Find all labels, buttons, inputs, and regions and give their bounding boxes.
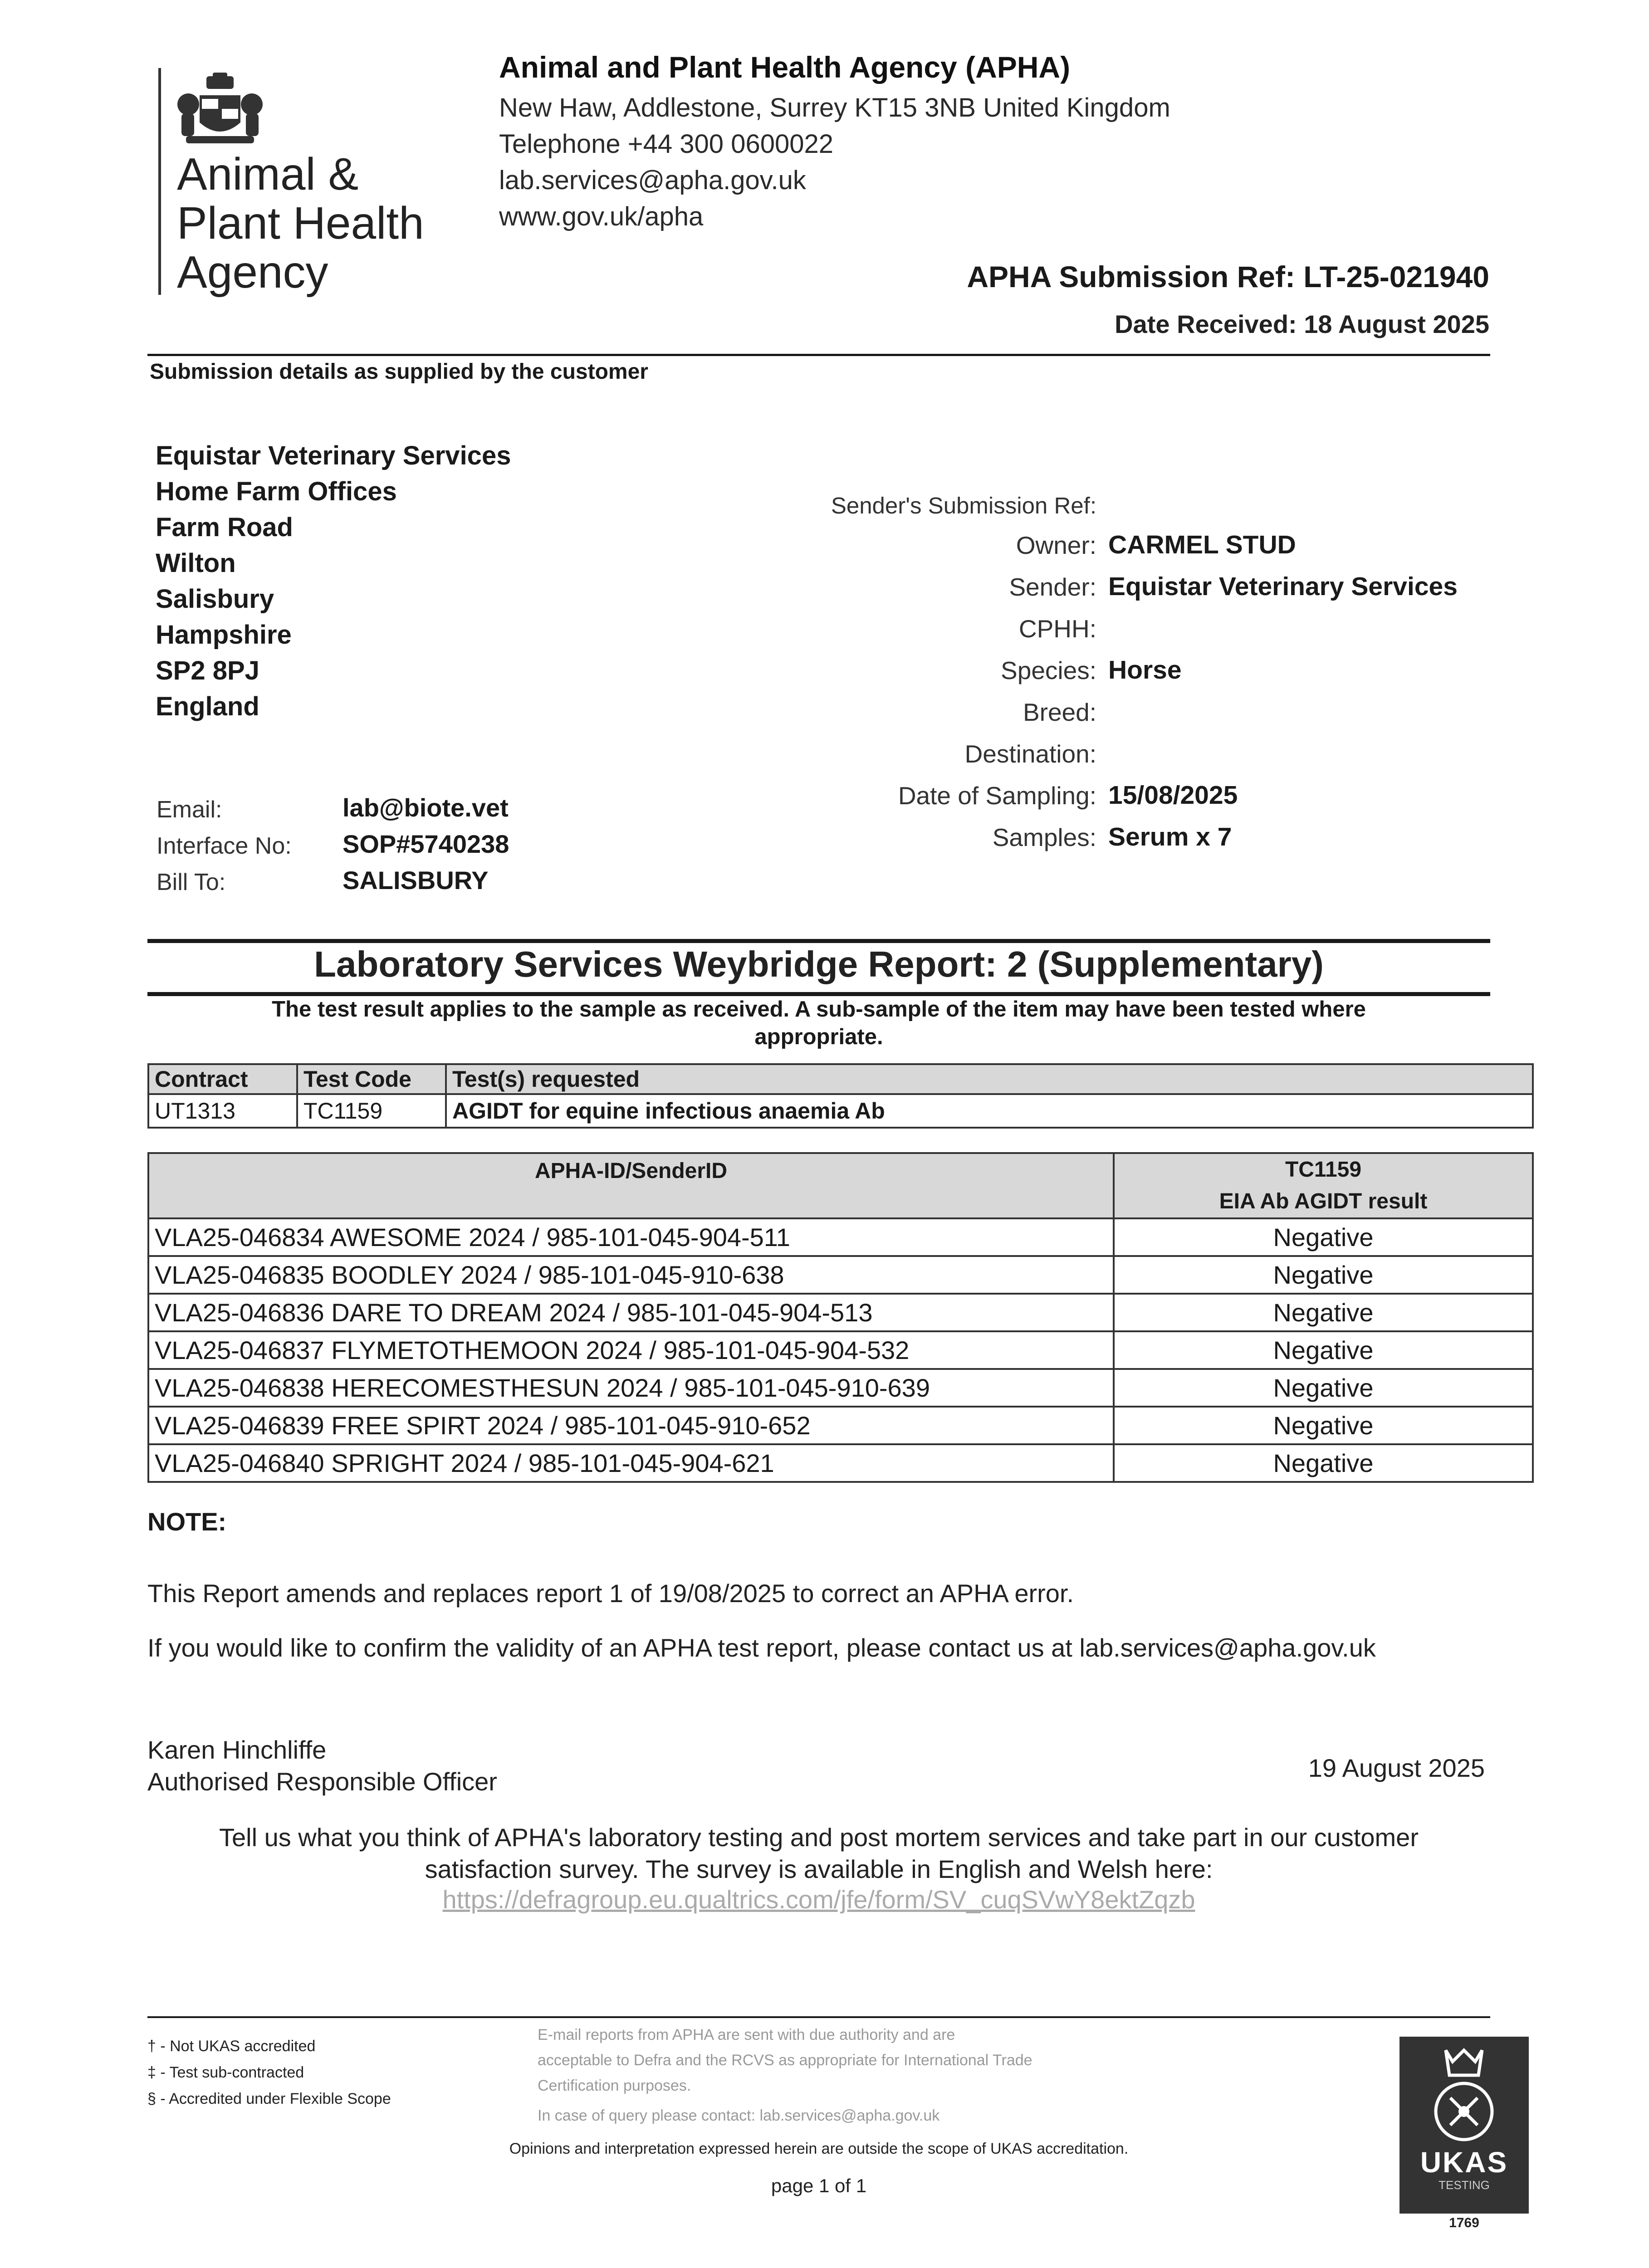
table-row (148, 1407, 1533, 1444)
logo-line-1: Animal & (177, 149, 359, 200)
amend-note: This Report amends and replaces report 1 of 19/08/2025 to correct an APHA error. (147, 1579, 1074, 1608)
address-line: Salisbury (156, 584, 274, 614)
address-line: Hampshire (156, 620, 292, 650)
address-line: SP2 8PJ (156, 656, 259, 685)
contract-cell: UT1313 (148, 1094, 297, 1128)
ukas-number: 1769 (1449, 2215, 1479, 2230)
sample-id-cell: VLA25-046834 AWESOME 2024 / 985-101-045-904-511 (148, 1218, 1114, 1256)
agency-email: lab.services@apha.gov.uk (499, 166, 806, 195)
owner-label: Owner: (1016, 531, 1096, 559)
agency-telephone: Telephone +44 300 0600022 (499, 129, 833, 159)
address-line: Equistar Veterinary Services (156, 441, 511, 470)
customer-address (156, 438, 511, 724)
results-table (147, 1152, 1534, 1483)
sample-id-cell: VLA25-046838 HERECOMESTHESUN 2024 / 985-101-045-910-639 (148, 1369, 1114, 1407)
email-value: lab@biote.vet (343, 793, 509, 822)
ukas-sub: TESTING (1439, 2178, 1490, 2192)
bill-to-label: Bill To: (157, 869, 226, 895)
result-label: EIA Ab AGIDT result (1219, 1189, 1428, 1213)
footer-rule (147, 2016, 1490, 2018)
result-cell: Negative (1114, 1256, 1533, 1294)
result-cell: Negative (1114, 1369, 1533, 1407)
agency-name: Animal and Plant Health Agency (APHA) (499, 50, 1071, 84)
email-note-line: E-mail reports from APHA are sent with due authority and are (538, 2026, 955, 2043)
note-heading: NOTE: (147, 1507, 227, 1536)
royal-crest-icon (175, 73, 265, 147)
result-cell: Negative (1114, 1331, 1533, 1369)
sender-label: Sender: (1009, 573, 1096, 601)
tests-requested-header: Test(s) requested (446, 1064, 1533, 1094)
validity-note: If you would like to confirm the validity of an APHA test report, please contact us at lab.services@apha.gov.uk (147, 1633, 1376, 1662)
contract-header-row (148, 1064, 1533, 1094)
agency-address: New Haw, Addlestone, Surrey KT15 3NB United Kingdom (499, 93, 1170, 122)
results-header-row (148, 1153, 1533, 1218)
address-line: England (156, 692, 259, 721)
footnote-not-accredited: † - Not UKAS accredited (147, 2038, 316, 2055)
table-row (148, 1294, 1533, 1331)
samples-value: Serum x 7 (1108, 822, 1232, 851)
survey-line-2: satisfaction survey. The survey is available in English and Welsh here: (425, 1855, 1213, 1883)
tests-requested-cell: AGIDT for equine infectious anaemia Ab (446, 1094, 1533, 1128)
sender-value: Equistar Veterinary Services (1108, 572, 1458, 601)
id-header: APHA-ID/SenderID (148, 1153, 1114, 1218)
report-top-rule (147, 939, 1490, 943)
test-code-header: Test Code (297, 1064, 446, 1094)
test-code-label: TC1159 (1285, 1158, 1362, 1182)
footnote-flexible-scope: § - Accredited under Flexible Scope (147, 2090, 391, 2107)
date-of-sampling-label: Date of Sampling: (898, 782, 1096, 810)
contract-row (148, 1094, 1533, 1128)
contract-header: Contract (148, 1064, 297, 1094)
disclaimer-line-1: The test result applies to the sample as received. A sub-sample of the item may have been tested where (272, 997, 1366, 1022)
cphh-label: CPHH: (1018, 615, 1096, 643)
email-note-line: In case of query please contact: lab.services@apha.gov.uk (538, 2107, 940, 2124)
report-bottom-rule (147, 992, 1490, 996)
result-cell: Negative (1114, 1444, 1533, 1482)
samples-label: Samples: (992, 823, 1096, 851)
disclaimer-line-2: appropriate. (754, 1025, 883, 1049)
header-rule (147, 354, 1490, 356)
sender-ref-label: Sender's Submission Ref: (831, 493, 1096, 518)
contract-table (147, 1063, 1534, 1129)
email-note-line: Certification purposes. (538, 2077, 691, 2094)
date-of-sampling-value: 15/08/2025 (1108, 781, 1238, 810)
ukas-crown-icon (1399, 2037, 1529, 2150)
sample-id-cell: VLA25-046837 FLYMETOTHEMOON 2024 / 985-101-045-904-532 (148, 1331, 1114, 1369)
species-label: Species: (1001, 656, 1096, 684)
table-row (148, 1218, 1533, 1256)
table-row (148, 1331, 1533, 1369)
sample-id-cell: VLA25-046836 DARE TO DREAM 2024 / 985-101-045-904-513 (148, 1294, 1114, 1331)
section-heading: Submission details as supplied by the customer (150, 360, 648, 384)
sample-id-cell: VLA25-046840 SPRIGHT 2024 / 985-101-045-904-621 (148, 1444, 1114, 1482)
breed-label: Breed: (1023, 698, 1096, 726)
signatory-name: Karen Hinchliffe (147, 1735, 327, 1764)
result-header (1114, 1153, 1533, 1218)
opinions-note: Opinions and interpretation expressed herein are outside the scope of UKAS accreditation. (509, 2140, 1129, 2157)
table-row (148, 1369, 1533, 1407)
table-row (148, 1444, 1533, 1482)
survey-line-1: Tell us what you think of APHA's laboratory testing and post mortem services and take part in our customer (219, 1823, 1419, 1852)
bill-to-value: SALISBURY (343, 866, 489, 894)
ukas-name: UKAS (1420, 2146, 1508, 2179)
result-cell: Negative (1114, 1407, 1533, 1444)
address-line: Home Farm Offices (156, 477, 397, 506)
agency-website: www.gov.uk/apha (499, 202, 704, 231)
owner-value: CARMEL STUD (1108, 530, 1296, 559)
report-title: Laboratory Services Weybridge Report: 2 (Supplementary) (314, 944, 1324, 984)
email-note-line: acceptable to Defra and the RCVS as appropriate for International Trade (538, 2052, 1032, 2069)
logo-line-3: Agency (177, 247, 328, 298)
footnote-subcontracted: ‡ - Test sub-contracted (147, 2064, 304, 2081)
ukas-logo (1399, 2037, 1529, 2214)
address-line: Farm Road (156, 513, 293, 542)
result-cell: Negative (1114, 1218, 1533, 1256)
page-number: page 1 of 1 (771, 2175, 867, 2196)
submission-ref: APHA Submission Ref: LT-25-021940 (967, 260, 1489, 293)
survey-link[interactable]: https://defragroup.eu.qualtrics.com/jfe/form/SV_cuqSVwY8ektZqzb (442, 1885, 1195, 1914)
sample-id-cell: VLA25-046835 BOODLEY 2024 / 985-101-045-910-638 (148, 1256, 1114, 1294)
interface-label: Interface No: (157, 833, 292, 859)
signature-date: 19 August 2025 (1308, 1754, 1485, 1782)
logo-line-2: Plant Health (177, 198, 424, 249)
species-value: Horse (1108, 655, 1182, 684)
interface-value: SOP#5740238 (343, 830, 509, 858)
destination-label: Destination: (964, 740, 1096, 768)
address-line: Wilton (156, 548, 236, 578)
test-code-cell: TC1159 (297, 1094, 446, 1128)
email-label: Email: (157, 797, 222, 823)
table-row (148, 1256, 1533, 1294)
signatory-role: Authorised Responsible Officer (147, 1767, 497, 1796)
result-cell: Negative (1114, 1294, 1533, 1331)
logo-divider (158, 68, 161, 295)
sample-id-cell: VLA25-046839 FREE SPIRT 2024 / 985-101-045-910-652 (148, 1407, 1114, 1444)
date-received: Date Received: 18 August 2025 (1115, 310, 1489, 338)
